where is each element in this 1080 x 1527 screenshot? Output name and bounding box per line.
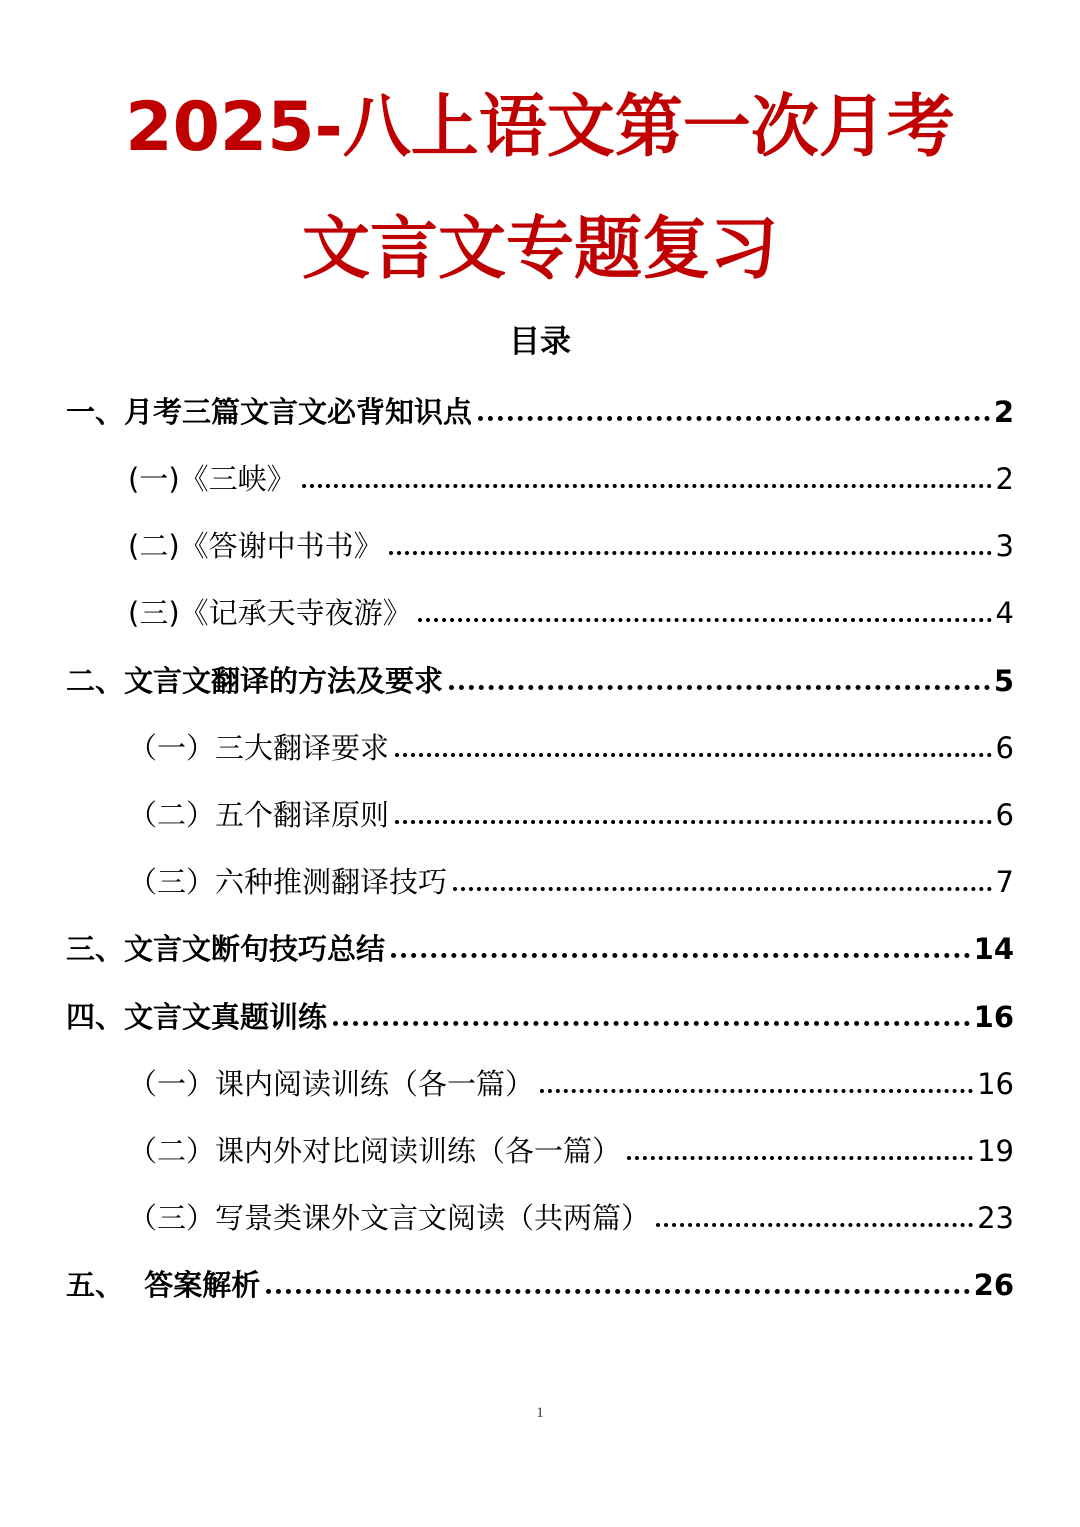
toc-dot-leader <box>395 753 992 757</box>
toc-dot-leader <box>302 484 992 488</box>
toc-entry-title: (一)《三峡》 <box>128 462 296 496</box>
toc-entry-subsection-4-1[interactable] <box>128 1056 1014 1104</box>
toc-entry-title: (三)《记承天寺夜游》 <box>128 596 412 630</box>
toc-entry-section-1[interactable] <box>66 384 1014 432</box>
toc-entry-page: 26 <box>973 1268 1014 1302</box>
toc-entry-title: （三）六种推测翻译技巧 <box>128 865 448 899</box>
toc-entry-subsection-2-3[interactable] <box>128 854 1014 902</box>
toc-dot-leader <box>395 820 992 824</box>
toc-entry-page: 7 <box>995 865 1014 899</box>
toc-entry-section-2[interactable] <box>66 653 1014 701</box>
toc-dot-leader <box>453 887 992 891</box>
toc-entry-section-4[interactable] <box>66 989 1014 1037</box>
toc-dot-leader <box>449 685 990 690</box>
toc-dot-leader <box>333 1021 970 1026</box>
toc-dot-leader <box>266 1289 969 1294</box>
toc-dot-leader <box>478 416 990 421</box>
toc-entry-subsection-4-3[interactable] <box>128 1190 1014 1238</box>
toc-dot-leader <box>540 1089 973 1093</box>
toc-entry-subsection-1-1[interactable] <box>128 451 1014 499</box>
toc-entry-title: 四、文言文真题训练 <box>66 1000 328 1034</box>
toc-entry-title: 三、文言文断句技巧总结 <box>66 932 386 966</box>
toc-entry-title: （一）课内阅读训练（各一篇） <box>128 1067 535 1101</box>
toc-entry-page: 16 <box>977 1067 1014 1101</box>
toc-entry-section-3[interactable] <box>66 921 1014 969</box>
toc-entry-page: 5 <box>993 664 1014 698</box>
toc-entry-page: 14 <box>973 932 1014 966</box>
toc-entry-title: 二、文言文翻译的方法及要求 <box>66 664 444 698</box>
page-number: 1 <box>536 1405 544 1421</box>
toc-entry-title: （二）课内外对比阅读训练（各一篇） <box>128 1134 622 1168</box>
toc-dot-leader <box>391 953 970 958</box>
toc-dot-leader <box>418 618 992 622</box>
toc-entry-page: 6 <box>995 798 1014 832</box>
toc-entry-subsection-2-1[interactable] <box>128 720 1014 768</box>
toc-entry-page: 19 <box>977 1134 1014 1168</box>
document-title-line-2: 文言文专题复习 <box>301 210 778 289</box>
toc-dot-leader <box>627 1156 973 1160</box>
toc-dot-leader <box>389 551 992 555</box>
toc-entry-subsection-1-3[interactable] <box>128 585 1014 633</box>
toc-entry-title: （一）三大翻译要求 <box>128 731 390 765</box>
toc-entry-title: 一、月考三篇文言文必背知识点 <box>66 395 473 429</box>
toc-entry-page: 2 <box>993 395 1014 429</box>
toc-entry-title: （三）写景类课外文言文阅读（共两篇） <box>128 1201 651 1235</box>
toc-entry-page: 3 <box>995 529 1014 563</box>
toc-entry-page: 6 <box>995 731 1014 765</box>
toc-entry-section-5[interactable] <box>66 1257 1014 1305</box>
toc-entry-title: 五、 答案解析 <box>66 1268 261 1302</box>
toc-entry-page: 4 <box>995 596 1014 630</box>
toc-entry-subsection-2-2[interactable] <box>128 787 1014 835</box>
toc-entry-title: （二）五个翻译原则 <box>128 798 390 832</box>
toc-dot-leader <box>656 1223 973 1227</box>
toc-entry-subsection-4-2[interactable] <box>128 1123 1014 1171</box>
toc-entry-page: 16 <box>973 1000 1014 1034</box>
toc-entry-title: (二)《答谢中书书》 <box>128 529 383 563</box>
toc-entry-page: 2 <box>995 462 1014 496</box>
toc-heading: 目录 <box>509 324 571 360</box>
toc-entry-page: 23 <box>977 1201 1014 1235</box>
toc-entry-subsection-1-2[interactable] <box>128 518 1014 566</box>
document-title-line-1: 2025-八上语文第一次月考 <box>125 88 955 167</box>
